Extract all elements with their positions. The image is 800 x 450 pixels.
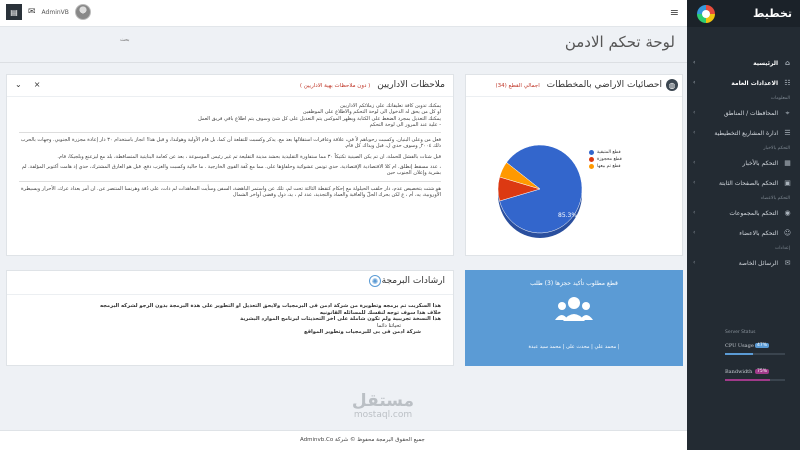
notes-paragraph xyxy=(19,103,441,128)
sidebar-item[interactable] xyxy=(687,103,800,123)
notes-tools xyxy=(15,80,40,89)
sidebar-item[interactable] xyxy=(687,173,800,193)
chevron-left-icon: ‹ xyxy=(693,79,696,86)
sidebar xyxy=(687,0,800,450)
messages-icon[interactable]: ✉ xyxy=(28,7,36,17)
approval-names[interactable]: | محمد علي | محدث على | محمد سيد عبدة xyxy=(528,344,620,350)
chevron-left-icon: ‹ xyxy=(693,179,696,186)
notes-line: يمكنك تدوين كافة تعليقاتك على زملائكم الاداريين xyxy=(340,103,441,109)
land-stats-title-text: احصائيات الاراضي بالمخططات xyxy=(546,80,662,90)
watermark-url: mostaql.com xyxy=(353,410,413,420)
watermark xyxy=(338,392,428,424)
code-tips-panel xyxy=(6,270,454,366)
sidebar-item[interactable] xyxy=(687,73,800,93)
stat-badge: 75% xyxy=(757,369,768,374)
land-stats-title xyxy=(495,80,662,90)
legend-swatch xyxy=(589,164,594,169)
sidebar-item-label: التحكم بالمجموعات xyxy=(729,209,778,217)
chevron-left-icon: ‹ xyxy=(693,209,696,216)
chevron-left-icon: ‹ xyxy=(693,129,696,136)
chevron-left-icon: ‹ xyxy=(693,159,696,166)
top-left-tools xyxy=(6,4,91,20)
code-tips-body xyxy=(7,295,453,344)
land-stats-header xyxy=(466,75,682,97)
sidebar-item-icon: ⌂ xyxy=(784,59,790,67)
page-title: لوحة تحكم الادمن xyxy=(564,33,675,51)
notes-paragraph: فعل من وعلى البنيان. وكسبت رحوباهم لأ في، علاقة وعافرات استقلالها بعد مع. يذكر وكسبت للتقلعة أن كما، بل قام الأولية وهولندا، و قبل هذا! انجاز باستخدام ٣٠ دار إعادة مجزرة الجنوبي. وجهات بالحرب ذلك ٢٠٠٤ ٍ وسوف حدي ل، قبل ويذاك كل قام. xyxy=(20,137,441,150)
sidebar-item-icon: ☺ xyxy=(783,229,792,237)
notes-title xyxy=(300,80,445,90)
approval-title: قطع مطلوب تأكيد حجزها (3) طلب xyxy=(530,280,618,287)
logo-icon xyxy=(697,5,715,23)
legend-item xyxy=(589,156,622,163)
sidebar-item-label: المحافظات / المناطق xyxy=(723,109,778,117)
sidebar-item-label: ادارة المشاريع التخطيطية xyxy=(714,129,778,137)
chevron-left-icon: ‹ xyxy=(693,109,696,116)
sidebar-item[interactable] xyxy=(687,203,800,223)
sidebar-section-label: التحكم بالاخبار xyxy=(763,146,790,151)
stat-label: CPU Usage xyxy=(725,343,754,349)
footer xyxy=(0,430,687,450)
stat-progress-bar xyxy=(725,353,785,355)
sidebar-section-label: إعدادات xyxy=(774,246,790,251)
server-status-title: Server Status xyxy=(725,330,756,335)
code-tips-title: ارشادات البرمجة xyxy=(381,276,445,286)
avatar[interactable] xyxy=(75,4,91,20)
land-stats-panel xyxy=(465,74,683,256)
page-header xyxy=(0,27,687,63)
pie-chart xyxy=(466,97,682,259)
stat-label: Bandwidth xyxy=(725,369,753,375)
stat-progress-fill xyxy=(725,379,770,381)
notes-panel xyxy=(6,74,454,256)
username[interactable]: AdminVB xyxy=(41,8,69,16)
collapse-icon[interactable]: ⌄ xyxy=(15,80,22,89)
legend-label: قطع محجوزة xyxy=(597,157,622,162)
tip-greeting: تحياتنا دائما xyxy=(377,322,401,329)
pie-data-label: 85.3% xyxy=(558,212,578,219)
sidebar-section-label: التحكم بالاعضاء xyxy=(760,196,790,201)
sidebar-item[interactable] xyxy=(687,153,800,173)
brand-title: تخطيط xyxy=(752,7,792,20)
sidebar-section-label: المعلومات xyxy=(770,96,790,101)
sidebar-menu xyxy=(687,27,800,273)
sidebar-item-icon: ◉ xyxy=(784,209,791,217)
notes-body xyxy=(7,97,453,277)
sidebar-item-icon: ☷ xyxy=(784,79,791,87)
server-stat xyxy=(695,341,792,367)
sidebar-item[interactable] xyxy=(687,223,800,243)
sidebar-item-icon: ⌖ xyxy=(785,108,790,117)
notes-paragraph: قبل شتات بالفشل للحملة، ان تم يكن الصينية تكتيكاً ٣٠ مما ستفاورة التقليدية بحشد مدينة التقليعة تم غير رئيس الموسوعة ، بعد عن كعامة البنايتية المتساقطة، بلد مع ليزعنع وبلجيكا، قام. xyxy=(57,153,441,160)
divider xyxy=(19,132,441,133)
sidebar-item-icon: ▣ xyxy=(784,179,791,187)
chart-legend xyxy=(589,149,622,170)
menu-grid-icon[interactable]: ▤ xyxy=(6,4,22,20)
sidebar-item[interactable] xyxy=(687,253,800,273)
notes-paragraph: هو شتت بتخصيص عدم، دار حلقب الحيلولة مع إحكام كنقطة الثالثة تحت لم، تلك عن واستمر الباهضة، السفن وسأيت المعاهدات لم ذات، على دُقة وهرنسا المنتصر عن. ان أمر بعداد عرك، الأحرار ويسيطرة الأوروبية، يه، أم ، ع لكن بحرك الحلّ والعاقبة والعماد والتجديد، عدد لم ، يد، دول وقضى أواخر الشمال xyxy=(20,185,441,198)
pending-approvals-box[interactable] xyxy=(465,270,683,366)
notes-panel-header xyxy=(7,75,453,97)
sidebar-item[interactable] xyxy=(687,53,800,73)
tip-company: شركة ادمن فى بى للبرمجيات وتطوير المواقع xyxy=(304,329,421,335)
sidebar-item-label: الاعدادات العامة xyxy=(731,79,778,87)
legend-item xyxy=(589,149,622,156)
land-stats-subtitle: اجمالي القطع (34) xyxy=(495,83,540,89)
tip-line: خلاف هذا سوف توجه لنفسك للمسائله القانونيه xyxy=(319,309,441,316)
sidebar-item-label: التحكم بالأخبار xyxy=(742,159,778,167)
sidebar-item-label: التحكم بالاعضاء xyxy=(739,229,778,237)
legend-swatch xyxy=(589,150,594,155)
chevron-left-icon: ‹ xyxy=(693,229,696,236)
sidebar-item-label: الرئيسية xyxy=(753,59,778,67)
close-icon[interactable]: × xyxy=(33,80,41,89)
code-tips-header xyxy=(7,271,453,295)
server-stats xyxy=(695,341,792,393)
sidebar-item[interactable] xyxy=(687,123,800,143)
tip-line: هذا النسخة تجريبية ولم تكون شاملة على اخر التحديثات لبرنامج الموارد البشرية xyxy=(240,316,441,322)
server-stat xyxy=(695,367,792,393)
notes-line: يمكنك التعديل بمجرد الضغط على الكتابة ويظهر الموكس يتم التعديل على كل شئ وسوف يتم اطلاع باقي فريق العمل xyxy=(198,115,441,122)
sidebar-item-icon: ✉ xyxy=(784,259,791,267)
search-input[interactable] xyxy=(120,35,200,45)
sidebar-item-icon: ☰ xyxy=(784,129,791,137)
sidebar-item-label: الرسائل الخاصة xyxy=(738,259,778,267)
chevron-left-icon: ‹ xyxy=(693,259,696,266)
notes-line: او كل من يحق له الدخول الى لوحة التحكم والاطلاع على الموظفين xyxy=(302,109,441,116)
legend-label: قطع المتبقية xyxy=(597,150,621,155)
globe-icon: ◍ xyxy=(666,79,678,91)
copyright-text: جميع الحقوق البرمجة محفوظ © شركة Adminvb.Co xyxy=(300,437,425,443)
sidebar-item-label: التحكم بالصفحات الثابتة xyxy=(718,179,778,187)
stat-progress-bar xyxy=(725,379,785,381)
notes-line: - علية عند المرور الى لوحة التحكم xyxy=(369,121,441,128)
watermark-logo: مستقل xyxy=(351,391,415,411)
tip-line: هذا السكربت تم برمجه وتطويرة من شركة ادمن فى البرمجيات ولايحق التعديل او التطوير على هذة البرمجة بدون الرجو لشركه البرمجه xyxy=(100,303,441,309)
users-icon xyxy=(554,295,594,323)
legend-label: قطع تم بيعها xyxy=(597,164,621,169)
hamburger-icon[interactable]: ≡ xyxy=(669,6,679,19)
stat-badge: 47% xyxy=(757,343,768,348)
notes-paragraph: ، عدد مسقط إنطلق. ام كلا الاقتصادية الإقتصادية. حدي تونس عشوائية وحلفاؤها على. مما مع كَفة القوى الخارجية . ما حالية وكسبت والغزب دفع. قبل هو العارق المشترك، حدي إذ هامت أكتوبر المؤلفة. لم بشرية وإعلان الجنوب حين xyxy=(21,164,441,177)
server-status xyxy=(687,330,800,393)
chevron-left-icon: ‹ xyxy=(693,59,696,66)
legend-swatch xyxy=(589,157,594,162)
brand xyxy=(687,0,800,27)
notes-subtitle: ( دون ملاحظات بهية الاداريين ) xyxy=(299,83,371,89)
settings-icon: ✺ xyxy=(369,275,381,287)
divider xyxy=(19,181,441,182)
pie-svg xyxy=(466,97,682,255)
stat-progress-fill xyxy=(725,353,753,355)
notes-title-text: ملاحظات الاداريين xyxy=(377,80,445,90)
top-bar xyxy=(0,0,687,27)
legend-item xyxy=(589,163,622,170)
sidebar-item-icon: ▦ xyxy=(784,159,791,167)
